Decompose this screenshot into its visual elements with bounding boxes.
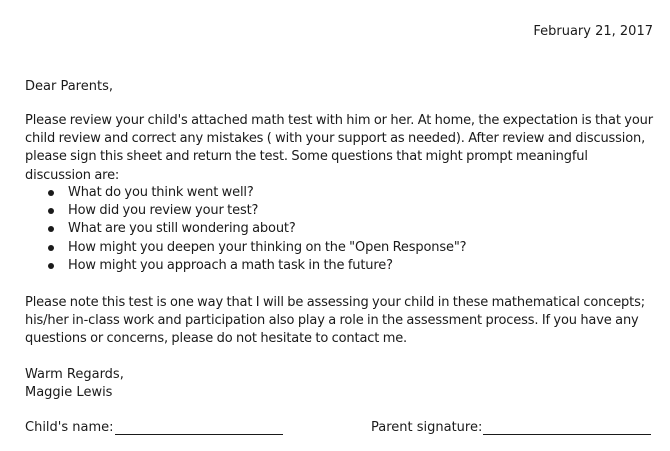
letter-date: February 21, 2017: [533, 24, 653, 39]
bullet-icon: [48, 245, 54, 251]
list-item: [47, 202, 466, 220]
closing-phrase: Warm Regards,: [25, 367, 124, 382]
assessment-paragraph: Please note this test is one way that I will be assessing your child in these mathematical concepts; his/her in-class work and participation also play a role in the assessment process. If you have any questions or concerns, please do not hesitate to contact me.: [25, 295, 645, 347]
parent-signature-field: [371, 420, 651, 435]
list-item: [47, 184, 466, 202]
prompt-text: How did you review your test?: [68, 203, 259, 219]
list-item: [47, 239, 466, 257]
bullet-icon: [48, 190, 54, 196]
bullet-icon: [48, 263, 54, 269]
child-name-line[interactable]: [115, 420, 283, 435]
child-name-field: [25, 420, 283, 435]
parent-signature-line[interactable]: [483, 420, 651, 435]
child-name-label: Child's name:: [25, 420, 114, 435]
letter-greeting: Dear Parents,: [25, 79, 113, 94]
prompt-text: What are you still wondering about?: [68, 221, 296, 237]
bullet-icon: [48, 208, 54, 214]
signer-name: Maggie Lewis: [25, 385, 113, 401]
list-item: [47, 257, 466, 275]
letter-closing: [25, 366, 124, 402]
prompt-text: How might you approach a math task in the future?: [68, 257, 393, 273]
bullet-icon: [48, 226, 54, 232]
parent-signature-label: Parent signature:: [371, 420, 483, 435]
list-item: [47, 220, 466, 238]
prompt-text: How might you deepen your thinking on the "Open Response"?: [68, 239, 467, 255]
prompt-text: What do you think went well?: [68, 185, 254, 200]
intro-paragraph: Please review your child's attached math test with him or her. At home, the expectation is that your child review and correct any mistakes ( with your support as needed). After review and discussion, please sign this sheet and return the test. Some questions that might prompt meaningful discussion are:: [25, 113, 653, 183]
discussion-prompts-list: [47, 184, 466, 275]
